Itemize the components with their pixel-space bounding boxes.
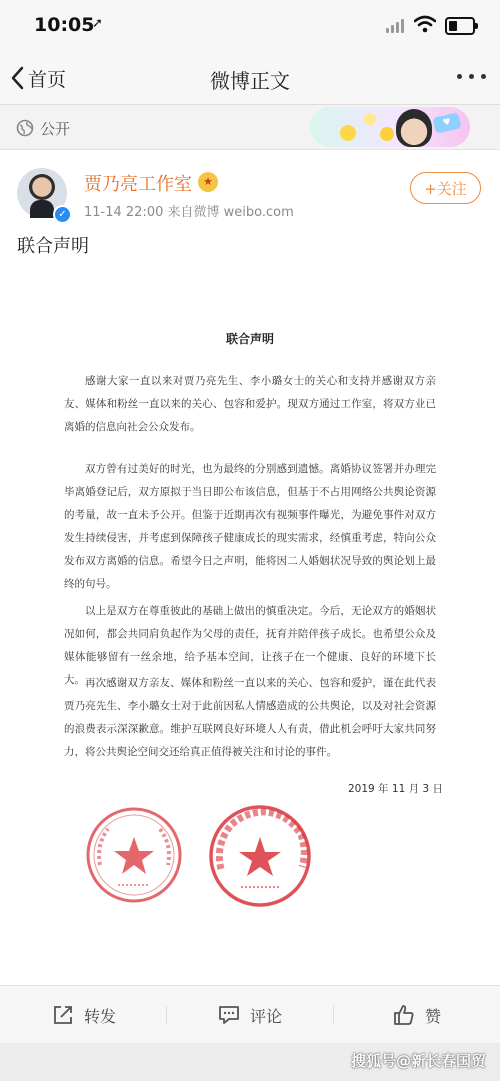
bubble-icon: [340, 125, 356, 141]
globe-icon: [16, 119, 34, 137]
bubble-icon: [364, 113, 376, 125]
more-options-button[interactable]: [457, 74, 486, 79]
thumbs-up-icon: [393, 1004, 415, 1026]
visibility-bar: [0, 105, 500, 150]
company-seal-stamp-right: [207, 803, 313, 909]
back-label: 首页: [28, 68, 67, 91]
comment-button[interactable]: [218, 1002, 282, 1028]
battery-icon: [445, 17, 475, 35]
post-meta: 11-14 22:00 来自微博 weibo.com: [84, 205, 294, 220]
repost-icon: [52, 1004, 74, 1026]
repost-button[interactable]: [52, 1002, 116, 1028]
post-text: 联合声明: [17, 236, 89, 257]
document-paragraph: 以上是双方在尊重彼此的基础上做出的慎重决定。今后，无论双方的婚姻状况如何，都会共同肩负起作为父母的责任，抚育并陪伴孩子成长。也希望公众及媒体能够留有一丝余地，给予基本空间，让孩子在一个健康、良好的环境下长大。: [64, 605, 436, 686]
bubble-icon: [380, 127, 394, 141]
page-title: 微博正文: [210, 69, 290, 93]
author-name[interactable]: 贾乃亮工作室: [84, 174, 192, 195]
status-time: 10:05: [34, 14, 95, 36]
like-button[interactable]: [393, 1002, 441, 1028]
document-paragraph: 感谢大家一直以来对贾乃亮先生、李小璐女士的关心和支持并感谢双方亲友、媒体和粉丝一直以来的关心、包容和爱护。现双方通过工作室，将双方业已离婚的信息向社会公众发布。: [64, 375, 436, 433]
statement-image[interactable]: [0, 270, 500, 985]
document-paragraph: 双方曾有过美好的时光，也为最终的分别感到遗憾。离婚协议签署并办理完毕离婚登记后，双方原拟于当日即公布该信息，但基于不占用网络公共舆论资源的考量，故一直未予公开。但鉴于近期再次有视频事件曝光，为避免事件对双方发生持续侵害，并考虑到保障孩子健康成长的现实需求，经慎重考虑，特向公众发布双方离婚的信息。希望今日之声明，能将因二人婚姻状况导致的舆论划上最终的句号。: [64, 463, 436, 590]
company-seal-stamp-left: [84, 805, 184, 905]
document-paragraph: 再次感谢双方亲友、媒体和粉丝一直以来的关心、包容和爱护，谨在此代表贾乃亮先生、李小璐女士对于此前因私人情感造成的公共舆论，以及对社会资源的浪费表示深深歉意。维护互联网良好环境人人有责，借此机会呼吁大家共同努力，将公共舆论空间交还给真正值得被关注和讨论的事件。: [64, 677, 436, 758]
divider: [166, 1006, 167, 1024]
action-bar: [0, 985, 500, 1044]
divider: [333, 1006, 334, 1024]
dot-icon: [469, 74, 474, 79]
verified-badge-icon: ✓: [53, 205, 72, 224]
cellular-signal-icon: [386, 19, 408, 33]
wifi-icon: [414, 15, 436, 33]
visibility-label: 公开: [40, 120, 71, 138]
repost-label: 转发: [84, 1006, 117, 1026]
like-label: 赞: [425, 1006, 442, 1026]
dot-icon: [457, 74, 462, 79]
comment-label: 评论: [250, 1006, 283, 1026]
post-card: [0, 150, 500, 985]
celebrity-photo: [396, 109, 432, 147]
document-date: 2019 年 11 月 3 日: [348, 783, 443, 795]
member-badge-icon: ★: [198, 172, 218, 192]
status-bar: [0, 0, 500, 52]
location-arrow-icon: ➚: [92, 16, 103, 31]
follow-button[interactable]: +关注: [410, 172, 481, 204]
banner-tag: ♥: [433, 112, 462, 133]
promo-banner[interactable]: [310, 107, 470, 147]
comment-icon: [218, 1004, 240, 1026]
nav-bar: [0, 52, 500, 105]
document-title: 联合声明: [225, 332, 274, 346]
dot-icon: [481, 74, 486, 79]
watermark: 搜狐号@新长春国贸: [350, 1052, 486, 1070]
